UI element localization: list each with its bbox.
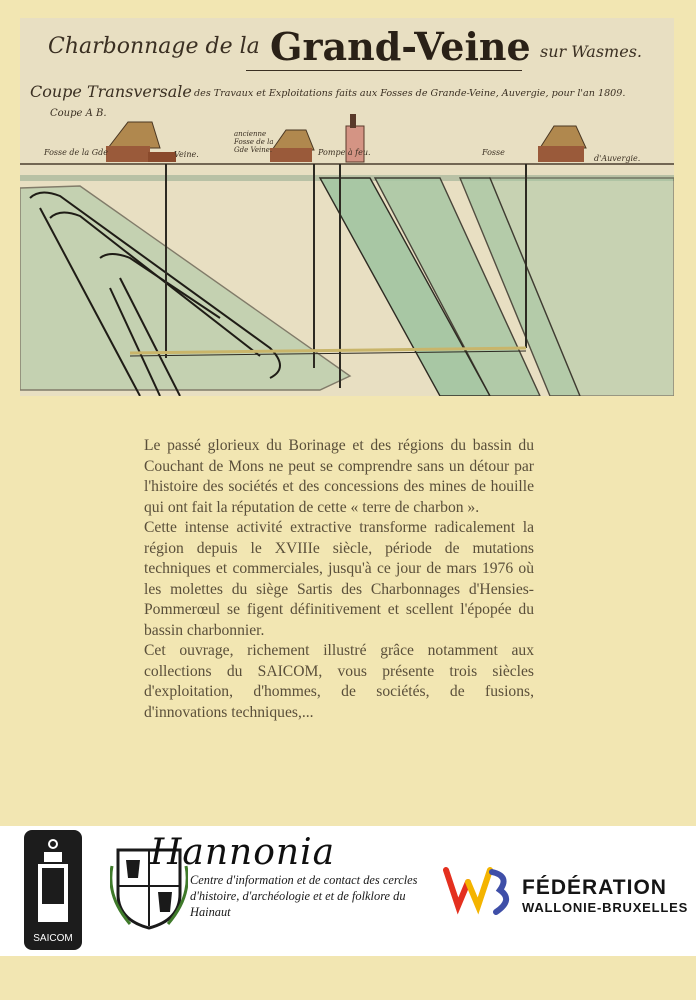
mine-cross-section-illustration [20,18,674,396]
blurb-paragraph-1: Le passé glorieux du Borinage et des régions du bassin du Couchant de Mons ne peut se comprendre sans un détour par l'histoire des sociétés et des concessions des mines de houille qui ont fait la réputation de cette « terre de charbon ». [144,437,534,516]
cover-blurb [144,436,534,723]
hannonia-subtitle: Centre d'information et de contact des cercles d'histoire, d'archéologie et et de folklore du Hainaut [190,873,418,919]
saicom-label: SAICOM [33,933,73,944]
fwb-logo-icon [440,862,512,920]
plate-title-suffix: sur Wasmes. [540,42,642,61]
label-auvergie: d'Auvergie. [594,154,641,163]
plate-title-prefix: Charbonnage de la [48,34,260,59]
label-ancienne-fosse: ancienne Fosse de la Gde Veine. [234,130,274,154]
fwb-subtitle: WALLONIE-BRUXELLES [522,900,689,915]
saicom-logo [24,830,82,950]
blurb-paragraph-2: Cette intense activité extractive transforme radicalement la région depuis le XVIIIe siècle, période de mutations techniques et commerciales, jusqu'à ce jour de mars 1976 où les molettes du siège Sartis des Charbonnages d'Hensies-Pommerœul se figent définitivement et scellent l'épopée du bassin charbonnier. [144,519,534,639]
plate-coupe: Coupe A B. [50,108,107,119]
plate-subtitle: des Travaux et Exploitations faits aux Fosses de Grande-Veine, Auvergie, pour l'an 1809. [194,88,626,99]
fwb-title: FÉDÉRATION [522,876,667,899]
label-veine: Veine. [174,150,199,159]
label-fosse-left: Fosse de la Gde [44,148,108,157]
label-pompe: Pompe à feu. [318,148,371,157]
label-fosse-right: Fosse [482,148,505,157]
title-underline [246,70,522,71]
miner-lamp-icon [24,830,82,930]
cross-section-drawing [20,18,674,396]
plate-title-main: Grand-Veine [270,24,531,69]
hannonia-wordmark: Hannonia [150,832,336,873]
blurb-paragraph-3: Cet ouvrage, richement illustré grâce notamment aux collections du SAICOM, vous présente trois siècles d'exploitation, d'hommes, de sociétés, de fusions, d'innovations techniques,... [144,642,534,721]
plate-subtitle-lead: Coupe Transversale [30,82,192,101]
